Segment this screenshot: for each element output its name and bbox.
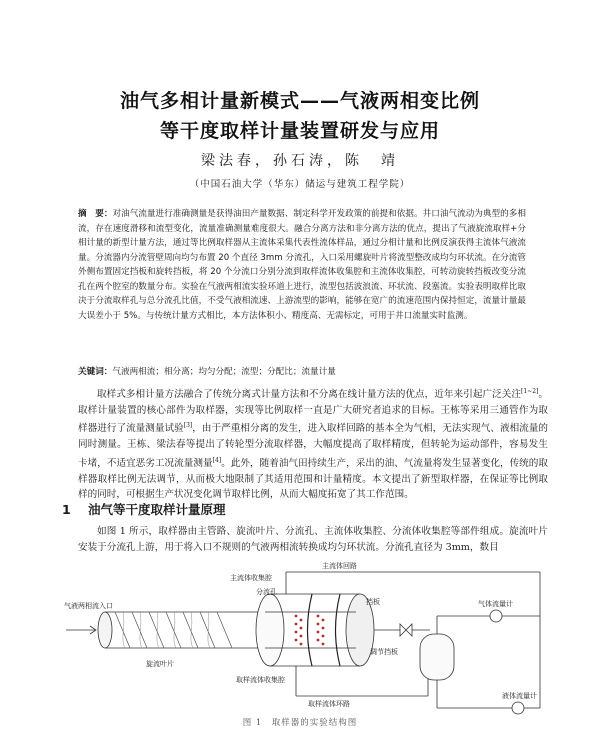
affiliation: （中国石油大学（华东）储运与建筑工程学院） <box>189 179 411 190</box>
figure-caption: 图 1 取样器的实验结构图 <box>242 718 358 728</box>
keywords-text: 气液两相流；相分离；均匀分配；流型；分配比；流量计量 <box>112 367 336 377</box>
abstract-text: 对油气流量进行准确测量是获得油田产量数据、制定科学开发政策的前提和依据。井口油气流动为典型的多相流，存在速度滑移和流型变化，流量准确测量难度很大。融合分离方法和非分离方法的优点，提出了气液旋流取样+分相计量的新型计量方法，通过等比例取样器从主流体采集代表性流体样品，通过分相计量和比例反演获得主流体气液流量。分流器内分流管壁周向均匀布置 20 个直径 3mm 分流孔，入口采用螺旋叶片将流型整改成均匀环状流。在分流管外侧布置固定挡板和旋转挡板，将 20 个分流口分别分流到取样流体收集腔和主流体收集腔，可转动旋转挡板改变分流孔在两个腔室的数量分布。实验在气液两相流实验环道上进行，流型包括波浪流、环状流、段塞流。实验表明取样比取决于分流取样孔与总分流孔比值，不受气液相流速、上游流型的影响，能够在宽广的流速范围内保持恒定，流量计量最大误差小于 5%。与传统计量方式相比，本方法体积小、精度高、无需标定，可用于井口流量实时监测。 <box>78 209 526 321</box>
keywords <box>78 365 526 377</box>
intro-text-a: 取样式多相计量方法融合了传统分离式计量方法和不分离在线计量方法的优点，近年来引起广泛关注 <box>97 389 522 401</box>
intro-text-c: ，由于严重相分离的发生，进入取样回路的基本全为气相，无法实现气、液相流量的同时测量。王栋、梁法春等提出了转轮型分流取样器，大幅度提高了取样精度，但转轮为运动部件，容易发生卡堵，不适宜恶劣工况流量测量 <box>78 423 549 469</box>
label-liquid-meter: 液体流量计 <box>502 692 537 700</box>
section-heading <box>62 500 226 518</box>
citation-ref: [3] <box>183 422 193 430</box>
sampler-diagram <box>60 558 580 718</box>
label-main-loop: 主流体回路 <box>322 562 357 570</box>
main-pipe <box>98 594 374 666</box>
section-paragraph <box>78 524 548 555</box>
introduction-paragraph <box>78 384 548 503</box>
label-inlet: 气液两相流入口 <box>64 602 113 610</box>
intro-text-b: 。取样计量装置的核心部件为取样器，实现等比例取样一直是广大研究者追求的目标。王栋等采用三通管作为取样器进行了流量测量试验 <box>78 389 549 435</box>
abstract <box>78 207 526 323</box>
split-holes <box>295 615 325 646</box>
section-text: 如图 1 所示，取样器由主管路、旋流叶片、分流孔、主流体收集腔、分流体收集腔等部件组成。旋流叶片安装于分流孔上游，用于将入口不规则的气液两相流转换成均匀环状流。分流孔直径为 3mm，数目 <box>78 526 548 553</box>
citation-ref: [1~2] <box>521 388 539 395</box>
authors: 梁法春，孙石涛，陈 靖 <box>201 153 399 169</box>
label-regulating-baffle: 调节挡板 <box>370 648 398 656</box>
section-title: 油气等干度取样计量原理 <box>88 502 226 517</box>
section-number: 1 <box>62 502 71 517</box>
label-swirl-vane: 旋流叶片 <box>146 660 174 668</box>
keywords-label: 关键词： <box>78 367 113 377</box>
label-main-collector: 主流体收集腔 <box>230 574 272 582</box>
citation-ref: [4] <box>212 456 222 464</box>
abstract-label: 摘 要： <box>78 209 113 219</box>
title-line-2: 等干度取样计量装置研发与应用 <box>159 120 440 142</box>
label-baffle: 挡板 <box>366 598 380 606</box>
piping <box>66 572 540 714</box>
intro-text-d: 。此外，随着油气田持续生产，采出的油、气流量将发生显著变化，传统的取样器取样比例无法调节，从而极大地限制了其适用范围和计量精度。本文提出了新型取样器，在保证等比例取样的同时，可根据生产状况变化调节取样比例，从而大幅度拓宽了其工作范围。 <box>78 457 549 501</box>
label-gas-meter: 气体流量计 <box>478 600 513 608</box>
title-line-1: 油气多相计量新模式——气液两相变比例 <box>119 90 480 112</box>
label-split-hole: 分流孔 <box>256 588 277 596</box>
label-sample-collector: 取样流体收集腔 <box>236 676 285 684</box>
label-sample-loop: 取样流体环路 <box>308 700 350 708</box>
